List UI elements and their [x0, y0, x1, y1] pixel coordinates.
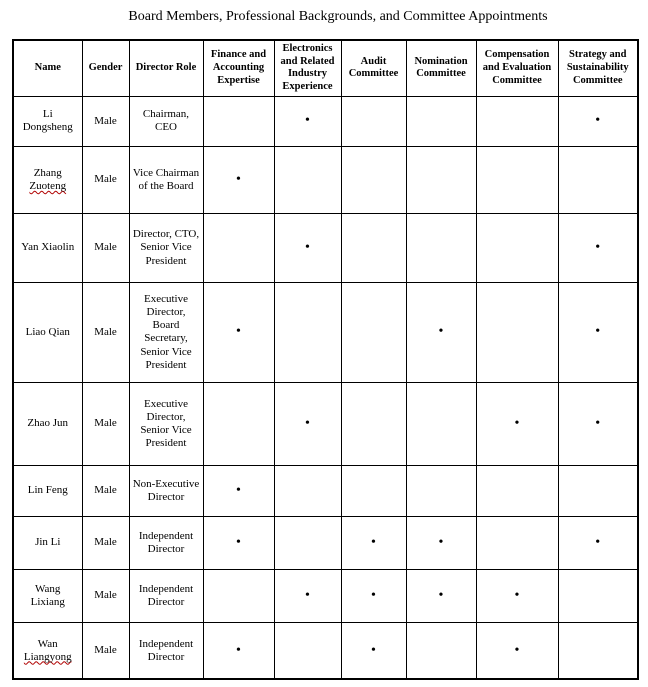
- column-header-nomination-committee: Nomination Committee: [406, 40, 476, 97]
- name-cell: Yan Xiaolin: [13, 213, 82, 282]
- gender-cell: Male: [82, 622, 129, 679]
- role-cell: Independent Director: [129, 569, 203, 622]
- role-cell: Director, CTO, Senior Vice President: [129, 213, 203, 282]
- board-members-table: [12, 39, 639, 681]
- compensation-mark-cell: [476, 282, 558, 382]
- table-row: [13, 96, 638, 146]
- audit-mark-cell: [341, 213, 406, 282]
- audit-mark-cell: [341, 465, 406, 516]
- gender-cell: Male: [82, 96, 129, 146]
- column-header-name: Name: [13, 40, 82, 97]
- nomination-mark-cell: [406, 382, 476, 465]
- nomination-mark-cell: [406, 465, 476, 516]
- nomination-mark-cell: •: [406, 282, 476, 382]
- name-cell: Liao Qian: [13, 282, 82, 382]
- strategy-mark-cell: [558, 569, 638, 622]
- gender-cell: Male: [82, 465, 129, 516]
- audit-mark-cell: •: [341, 622, 406, 679]
- electronics-mark-cell: •: [274, 96, 341, 146]
- finance-mark-cell: [203, 569, 274, 622]
- name-cell: Jin Li: [13, 516, 82, 569]
- name-cell: Zhao Jun: [13, 382, 82, 465]
- electronics-mark-cell: •: [274, 382, 341, 465]
- name-text: Wan: [37, 637, 58, 650]
- compensation-mark-cell: [476, 213, 558, 282]
- finance-mark-cell: [203, 96, 274, 146]
- audit-mark-cell: [341, 282, 406, 382]
- column-header-compensation-committee: Compensation and Evaluation Committee: [476, 40, 558, 97]
- column-header-gender: Gender: [82, 40, 129, 97]
- strategy-mark-cell: •: [558, 213, 638, 282]
- compensation-mark-cell: [476, 465, 558, 516]
- finance-mark-cell: [203, 382, 274, 465]
- name-cell: Wang Lixiang: [13, 569, 82, 622]
- electronics-mark-cell: •: [274, 213, 341, 282]
- role-cell: Independent Director: [129, 622, 203, 679]
- gender-cell: Male: [82, 569, 129, 622]
- column-header-electronics-experience: Electronics and Related Industry Experience: [274, 40, 341, 97]
- nomination-mark-cell: •: [406, 569, 476, 622]
- compensation-mark-cell: [476, 96, 558, 146]
- table-row: [13, 569, 638, 622]
- nomination-mark-cell: •: [406, 516, 476, 569]
- strategy-mark-cell: [558, 146, 638, 213]
- nomination-mark-cell: [406, 146, 476, 213]
- audit-mark-cell: [341, 96, 406, 146]
- gender-cell: Male: [82, 282, 129, 382]
- gender-cell: Male: [82, 516, 129, 569]
- role-cell: Executive Director, Board Secretary, Senior Vice President: [129, 282, 203, 382]
- compensation-mark-cell: •: [476, 382, 558, 465]
- electronics-mark-cell: [274, 282, 341, 382]
- nomination-mark-cell: [406, 213, 476, 282]
- document-title: Board Members, Professional Backgrounds, and Committee Appointments: [128, 9, 548, 24]
- nomination-mark-cell: [406, 96, 476, 146]
- audit-mark-cell: •: [341, 516, 406, 569]
- audit-mark-cell: •: [341, 569, 406, 622]
- table-row: [13, 622, 638, 679]
- role-cell: Executive Director, Senior Vice President: [129, 382, 203, 465]
- table-row: [13, 516, 638, 569]
- role-cell: Vice Chairman of the Board: [129, 146, 203, 213]
- name-cell: Lin Feng: [13, 465, 82, 516]
- role-cell: Non-Executive Director: [129, 465, 203, 516]
- misspelled-word: Liangyong: [23, 650, 72, 663]
- strategy-mark-cell: [558, 465, 638, 516]
- gender-cell: Male: [82, 382, 129, 465]
- column-header-audit-committee: Audit Committee: [341, 40, 406, 97]
- strategy-mark-cell: •: [558, 96, 638, 146]
- header-row: [13, 40, 638, 97]
- compensation-mark-cell: •: [476, 569, 558, 622]
- finance-mark-cell: •: [203, 465, 274, 516]
- strategy-mark-cell: •: [558, 516, 638, 569]
- finance-mark-cell: •: [203, 516, 274, 569]
- table-row: [13, 282, 638, 382]
- table-row: [13, 382, 638, 465]
- misspelled-word: Zuoteng: [29, 179, 67, 192]
- electronics-mark-cell: •: [274, 569, 341, 622]
- finance-mark-cell: •: [203, 282, 274, 382]
- finance-mark-cell: •: [203, 622, 274, 679]
- table-row: [13, 465, 638, 516]
- table-row: [13, 146, 638, 213]
- strategy-mark-cell: [558, 622, 638, 679]
- electronics-mark-cell: [274, 622, 341, 679]
- compensation-mark-cell: [476, 516, 558, 569]
- strategy-mark-cell: •: [558, 282, 638, 382]
- finance-mark-cell: •: [203, 146, 274, 213]
- electronics-mark-cell: [274, 465, 341, 516]
- column-header-strategy-committee: Strategy and Sustainability Committee: [558, 40, 638, 97]
- nomination-mark-cell: [406, 622, 476, 679]
- name-cell: Li Dongsheng: [13, 96, 82, 146]
- role-cell: Independent Director: [129, 516, 203, 569]
- compensation-mark-cell: •: [476, 622, 558, 679]
- audit-mark-cell: [341, 382, 406, 465]
- role-cell: Chairman, CEO: [129, 96, 203, 146]
- strategy-mark-cell: •: [558, 382, 638, 465]
- audit-mark-cell: [341, 146, 406, 213]
- gender-cell: Male: [82, 213, 129, 282]
- name-cell: [13, 622, 82, 679]
- column-header-finance-expertise: Finance and Accounting Expertise: [203, 40, 274, 97]
- column-header-director-role: Director Role: [129, 40, 203, 97]
- electronics-mark-cell: [274, 146, 341, 213]
- name-cell: [13, 146, 82, 213]
- electronics-mark-cell: [274, 516, 341, 569]
- gender-cell: Male: [82, 146, 129, 213]
- finance-mark-cell: [203, 213, 274, 282]
- name-text: Zhang: [33, 166, 62, 179]
- compensation-mark-cell: [476, 146, 558, 213]
- table-row: [13, 213, 638, 282]
